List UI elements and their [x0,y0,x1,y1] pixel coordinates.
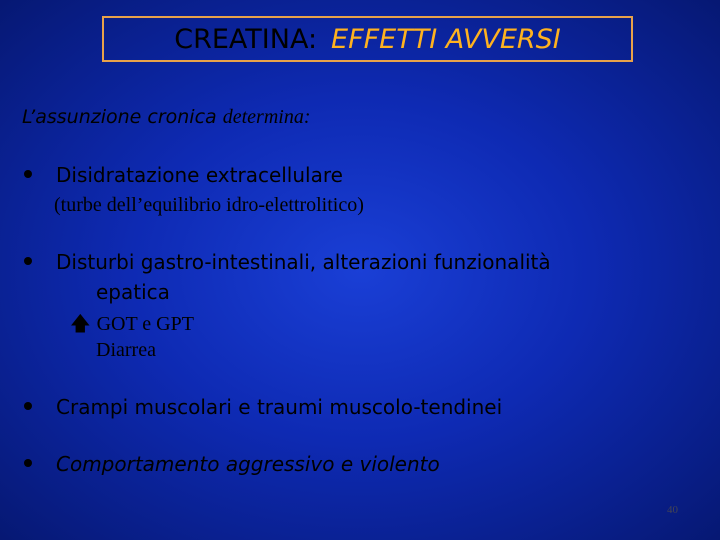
item-label-continuation [96,280,170,304]
list-item [24,395,502,419]
intro-serif: determina: [222,106,311,128]
bullet-icon [24,170,32,178]
list-item [24,163,343,187]
item-label: Disturbi gastro-intestinali, alterazioni funzionalità [56,250,551,274]
intro-line [22,106,311,129]
sub-item [70,309,194,343]
sub-item-text: GOT e GPT [96,313,194,335]
list-item [24,250,551,274]
bullet-icon [24,402,32,410]
item-label: Comportamento aggressivo e violento [56,452,440,476]
up-arrow-icon: 🡅 [70,311,91,335]
bullet-icon [24,257,32,265]
item-label: Disidratazione extracellulare [56,163,343,187]
slide-title [102,16,633,62]
bullet-icon [24,459,32,467]
title-part-1: CREATINA: [174,23,318,55]
item-detail: (turbe dell’equilibrio idro-elettrolitico) [54,194,364,216]
page-number: 40 [667,504,678,516]
item-label-cont: epatica [96,280,170,304]
list-item [24,452,440,476]
item-label: Crampi muscolari e traumi muscolo-tendinei [56,395,503,419]
title-part-2: EFFETTI AVVERSI [331,23,561,55]
sub-item: Diarrea [96,339,156,361]
intro-italic: L’assunzione cronica [22,106,217,128]
